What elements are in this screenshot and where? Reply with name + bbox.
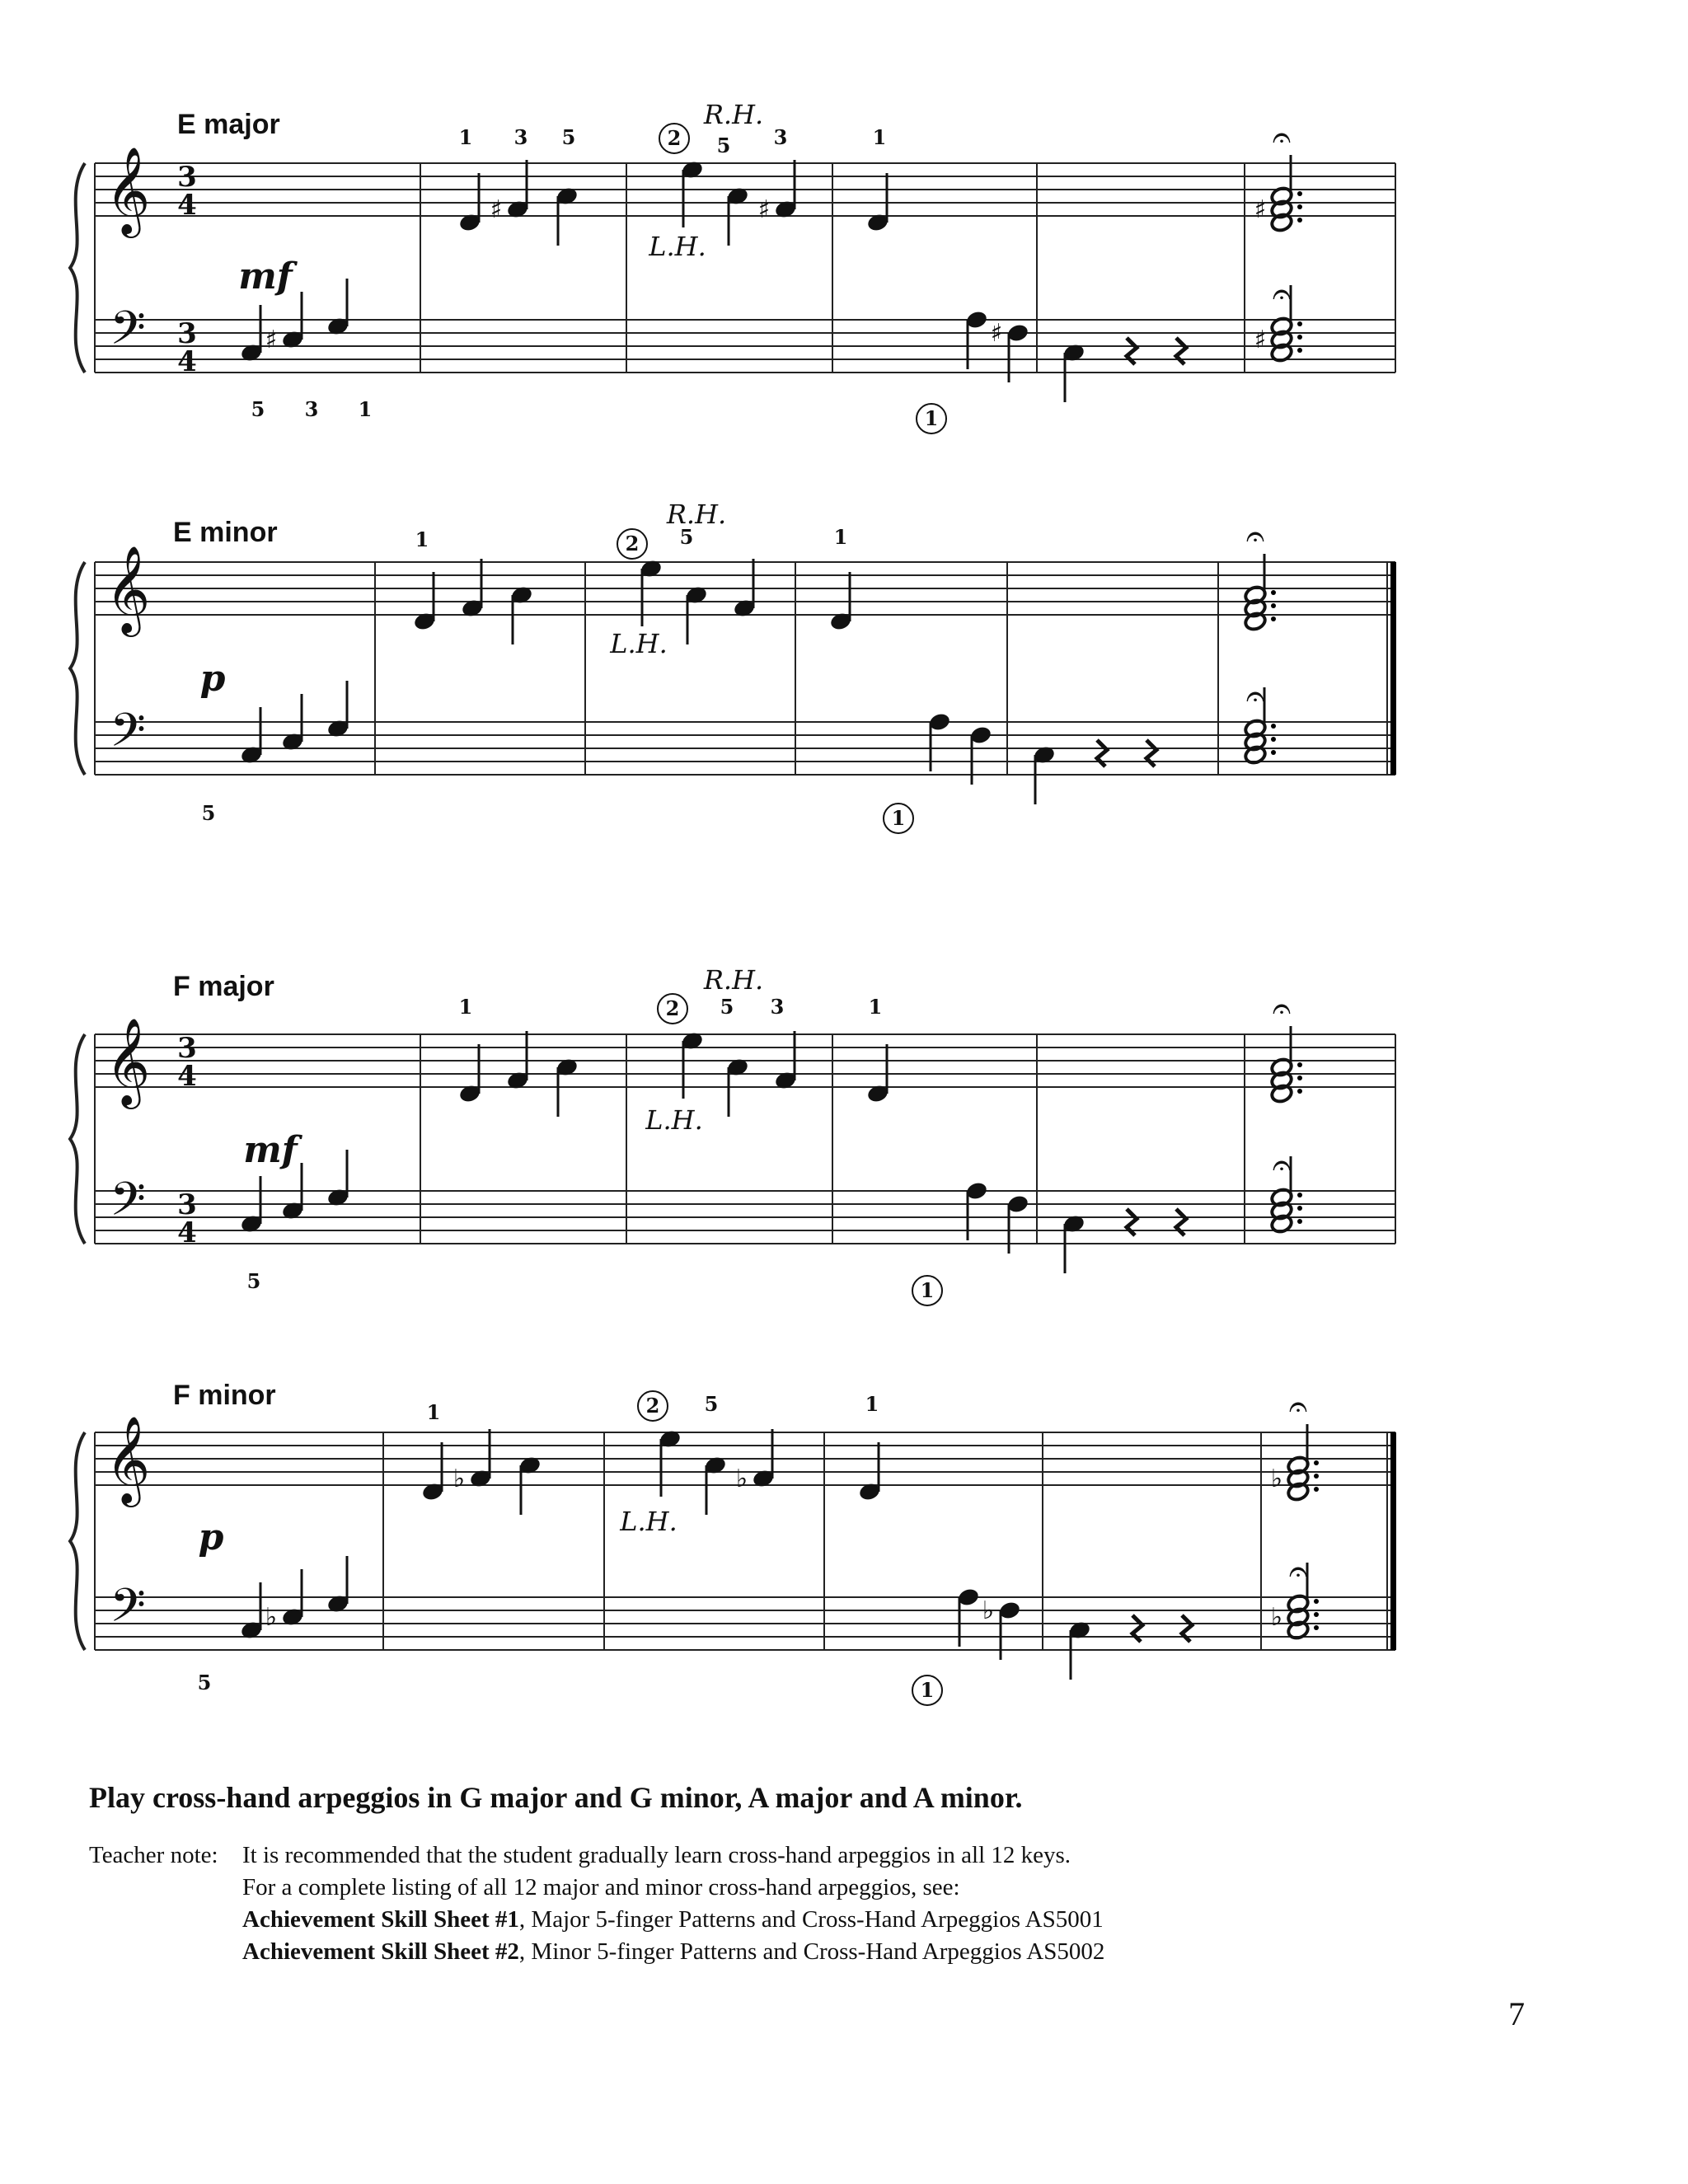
ref-2-desc: , Minor 5-finger Patterns and Cross-Hand Arpeggios AS5002: [518, 1938, 1105, 1965]
accidental: ♭: [735, 1465, 748, 1493]
accidental: ♭: [1270, 1465, 1283, 1493]
right-hand-label: R.H.: [666, 499, 727, 530]
quarter-rest: [1127, 1209, 1137, 1235]
dot: [1314, 1460, 1319, 1465]
system-4: [70, 1380, 1396, 1705]
page-number: 7: [1508, 1995, 1525, 2032]
accidental: ♭: [982, 1596, 995, 1625]
time-sig-top: 3: [177, 317, 197, 350]
left-hand-label: L.H.: [620, 1506, 678, 1537]
time-sig-top: 3: [177, 161, 197, 194]
dot: [1314, 1487, 1319, 1492]
finger-number: 5: [246, 1269, 261, 1293]
time-sig-top: 3: [177, 1188, 197, 1221]
left-hand-label: L.H.: [645, 1104, 703, 1136]
fermata-icon: 𝄐: [1245, 677, 1265, 715]
dot: [1297, 218, 1302, 223]
finger-number: 5: [704, 1392, 719, 1416]
dot: [1314, 1625, 1319, 1630]
dot: [1297, 1206, 1302, 1211]
fermata-icon: 𝄐: [1272, 1146, 1292, 1184]
teacher-note-line-1: It is recommended that the student gradually learn cross-hand arpeggios in all 12 keys.: [242, 1842, 1071, 1868]
finger-number: 1: [458, 125, 473, 149]
dot: [1297, 1089, 1302, 1094]
fermata-icon: 𝄐: [1272, 119, 1292, 157]
quarter-rest: [1127, 338, 1137, 364]
instruction-heading: Play cross-hand arpeggios in G major and G minor, A major and A minor.: [89, 1781, 1023, 1814]
bass-clef-icon: 𝄢: [110, 1579, 146, 1644]
bass-clef-icon: 𝄢: [110, 704, 146, 769]
bass-clef-icon: 𝄢: [110, 1173, 146, 1238]
time-sig-bottom: 4: [177, 345, 197, 378]
fermata-icon: 𝄐: [1288, 1553, 1308, 1591]
dot: [1297, 335, 1302, 340]
brace: [70, 163, 85, 373]
finger-number: 5: [251, 397, 265, 421]
finger-number: 1: [865, 1392, 879, 1416]
teacher-note-ref-2: [242, 1936, 1104, 1968]
dot: [1297, 321, 1302, 326]
dot: [1271, 603, 1276, 608]
dot: [1314, 1474, 1319, 1479]
finger-number: 3: [513, 125, 528, 149]
system-2: [70, 499, 1396, 833]
finger-number: 1: [458, 995, 473, 1019]
dot: [1314, 1612, 1319, 1617]
finger-number: 5: [201, 801, 216, 825]
accidental: ♭: [452, 1465, 466, 1493]
dot: [1297, 1219, 1302, 1224]
finger-number: 1: [868, 995, 883, 1019]
dynamic-marking: p: [199, 658, 226, 700]
final-barline-thick: [1390, 1432, 1396, 1650]
dot: [1297, 348, 1302, 353]
finger-number: 1: [872, 125, 887, 149]
ref-1-desc: , Major 5-finger Patterns and Cross-Hand Arpeggios AS5001: [518, 1906, 1104, 1933]
finger-number: 1: [426, 1400, 441, 1424]
circled-number-text: 1: [920, 1678, 935, 1702]
dot: [1271, 724, 1276, 729]
circled-number-text: 2: [667, 126, 682, 150]
finger-number: 5: [197, 1671, 212, 1694]
teacher-note: [89, 1840, 1606, 1968]
dynamic-marking: p: [198, 1516, 224, 1558]
dot: [1271, 616, 1276, 621]
dynamic-marking: mf: [243, 1129, 298, 1171]
fermata-icon: 𝄐: [1245, 518, 1265, 555]
fermata-icon: 𝄐: [1272, 275, 1292, 313]
finger-number: 3: [773, 125, 788, 149]
dot: [1297, 1193, 1302, 1197]
bass-clef-icon: 𝄢: [110, 302, 146, 367]
final-barline-thick: [1390, 562, 1396, 775]
finger-number: 1: [415, 527, 429, 551]
text-block: [89, 1780, 1606, 1968]
right-hand-label: R.H.: [703, 99, 764, 130]
treble-clef-icon: 𝄞: [105, 1415, 151, 1503]
dot: [1297, 1076, 1302, 1080]
quarter-rest: [1182, 1615, 1192, 1642]
quarter-rest: [1132, 1615, 1142, 1642]
quarter-rest: [1146, 740, 1156, 766]
finger-number: 3: [304, 397, 319, 421]
circled-number-text: 1: [924, 406, 939, 430]
quarter-rest: [1176, 1209, 1186, 1235]
finger-number: 5: [716, 134, 731, 157]
accidental: ♯: [990, 319, 1003, 348]
teacher-note-label: Teacher note:: [89, 1842, 218, 1868]
accidental: ♭: [265, 1603, 278, 1632]
time-sig-bottom: 4: [177, 1216, 197, 1249]
teacher-note-ref-1: [242, 1904, 1104, 1936]
finger-number: 5: [720, 995, 734, 1019]
dot: [1314, 1599, 1319, 1604]
finger-number: 1: [358, 397, 373, 421]
brace: [70, 1034, 85, 1244]
circled-number-text: 2: [645, 1394, 660, 1418]
accidental: ♭: [1270, 1603, 1283, 1632]
system-title: F minor: [173, 1380, 276, 1411]
ref-1-title: Achievement Skill Sheet #1: [242, 1906, 519, 1933]
dot: [1297, 204, 1302, 209]
dot: [1297, 191, 1302, 196]
right-hand-label: R.H.: [703, 964, 764, 996]
brace: [70, 1432, 85, 1650]
circled-number-text: 2: [625, 532, 640, 555]
treble-clef-icon: 𝄞: [105, 545, 151, 633]
circled-number-text: 1: [891, 806, 906, 830]
left-hand-label: L.H.: [610, 628, 668, 659]
dynamic-marking: mf: [238, 255, 293, 298]
brace: [70, 562, 85, 775]
treble-clef-icon: 𝄞: [105, 1017, 151, 1105]
dot: [1271, 750, 1276, 755]
system-title: E major: [177, 109, 280, 140]
accidental: ♯: [490, 195, 503, 224]
dot: [1271, 737, 1276, 742]
system-1: [70, 99, 1395, 434]
left-hand-label: L.H.: [649, 231, 706, 262]
accidental: ♯: [757, 195, 771, 224]
finger-number: 3: [770, 995, 785, 1019]
fermata-icon: 𝄐: [1272, 990, 1292, 1028]
accidental: ♯: [265, 326, 278, 354]
ref-2-title: Achievement Skill Sheet #2: [242, 1938, 519, 1965]
time-sig-bottom: 4: [177, 189, 197, 222]
quarter-rest: [1097, 740, 1107, 766]
fermata-icon: 𝄐: [1288, 1388, 1308, 1426]
accidental: ♯: [1254, 326, 1267, 354]
treble-clef-icon: 𝄞: [105, 146, 151, 234]
teacher-note-line-2: For a complete listing of all 12 major and minor cross-hand arpeggios, see:: [242, 1874, 960, 1900]
finger-number: 1: [833, 525, 848, 549]
dot: [1297, 1062, 1302, 1067]
quarter-rest: [1176, 338, 1186, 364]
system-title: F major: [173, 971, 274, 1002]
system-3: [70, 964, 1395, 1305]
circled-number-text: 1: [920, 1278, 935, 1302]
system-title: E minor: [173, 517, 278, 548]
accidental: ♯: [1254, 195, 1267, 224]
time-sig-top: 3: [177, 1032, 197, 1065]
finger-number: 5: [679, 525, 694, 549]
circled-number-text: 2: [665, 996, 680, 1020]
finger-number: 5: [561, 125, 576, 149]
time-sig-bottom: 4: [177, 1060, 197, 1093]
dot: [1271, 590, 1276, 595]
